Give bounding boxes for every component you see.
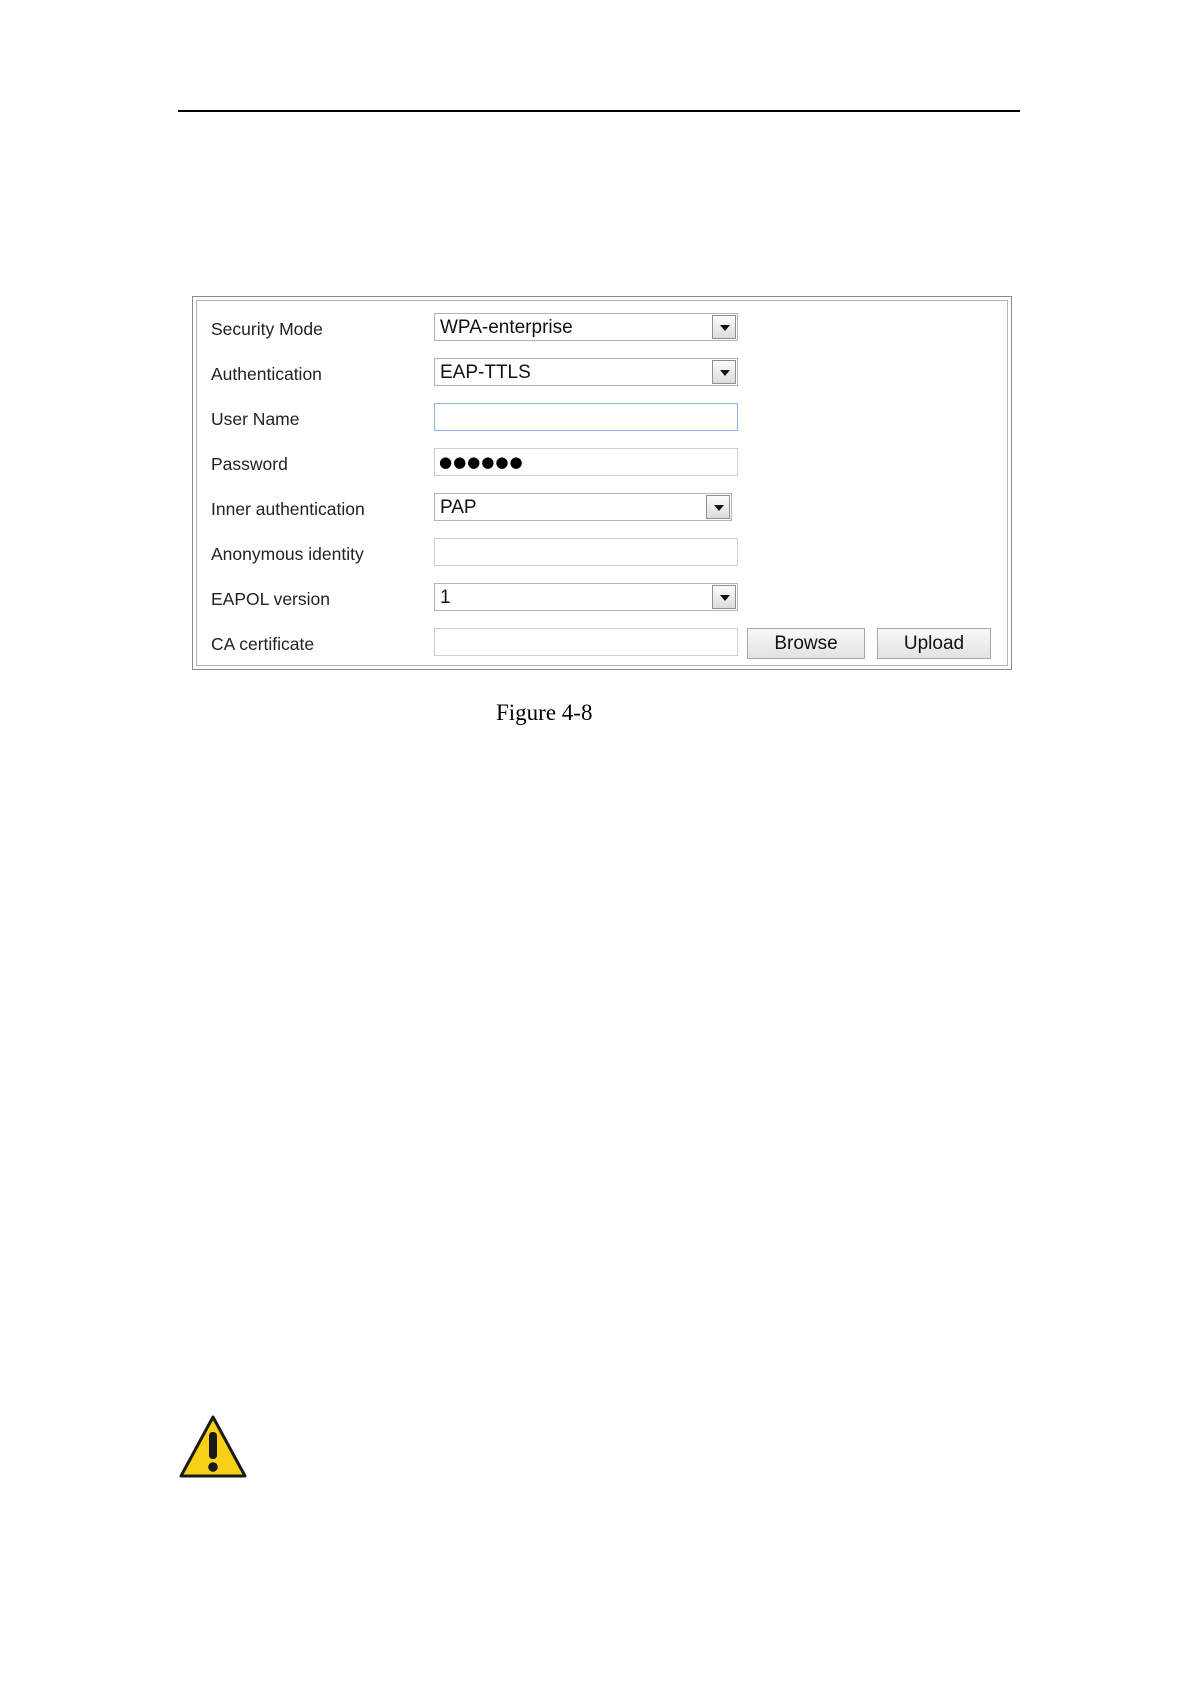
row-authentication	[197, 358, 1007, 390]
panel-inner-border	[196, 300, 1008, 666]
security-mode-label: Security Mode	[211, 319, 323, 339]
ca-certificate-file-input[interactable]	[434, 628, 738, 656]
anonymous-identity-label: Anonymous identity	[211, 544, 364, 564]
user-name-label: User Name	[211, 409, 300, 429]
wifi-security-settings-panel	[192, 296, 1012, 670]
row-password	[197, 448, 1007, 480]
eapol-version-label: EAPOL version	[211, 589, 330, 609]
ca-certificate-label: CA certificate	[211, 634, 315, 654]
chevron-down-icon[interactable]	[712, 315, 736, 339]
anonymous-identity-input[interactable]	[434, 538, 738, 566]
chevron-down-icon[interactable]	[712, 585, 736, 609]
row-inner-authentication	[197, 493, 1007, 525]
row-anonymous-identity	[197, 538, 1007, 570]
password-masked-value: ●●●●●●	[439, 453, 524, 471]
figure-caption: Figure 4-8	[496, 700, 593, 725]
password-label: Password	[211, 454, 288, 474]
header-rule	[178, 110, 1020, 112]
authentication-value: EAP-TTLS	[440, 362, 531, 383]
upload-button[interactable]: Upload	[877, 628, 991, 659]
chevron-down-icon[interactable]	[712, 360, 736, 384]
row-ca-certificate	[197, 628, 1007, 660]
user-name-input[interactable]	[434, 403, 738, 431]
row-security-mode	[197, 313, 1007, 345]
eapol-version-select[interactable]	[434, 583, 738, 611]
authentication-select[interactable]	[434, 358, 738, 386]
warning-icon	[178, 1414, 248, 1480]
inner-authentication-value: PAP	[440, 497, 477, 518]
inner-authentication-label: Inner authentication	[211, 499, 365, 519]
browse-button[interactable]: Browse	[747, 628, 865, 659]
row-user-name	[197, 403, 1007, 435]
eapol-version-value: 1	[440, 587, 451, 608]
chevron-down-icon[interactable]	[706, 495, 730, 519]
inner-authentication-select[interactable]	[434, 493, 732, 521]
authentication-label: Authentication	[211, 364, 322, 384]
password-input[interactable]	[434, 448, 738, 476]
security-mode-select[interactable]	[434, 313, 738, 341]
security-mode-value: WPA-enterprise	[440, 317, 573, 338]
row-eapol-version	[197, 583, 1007, 615]
